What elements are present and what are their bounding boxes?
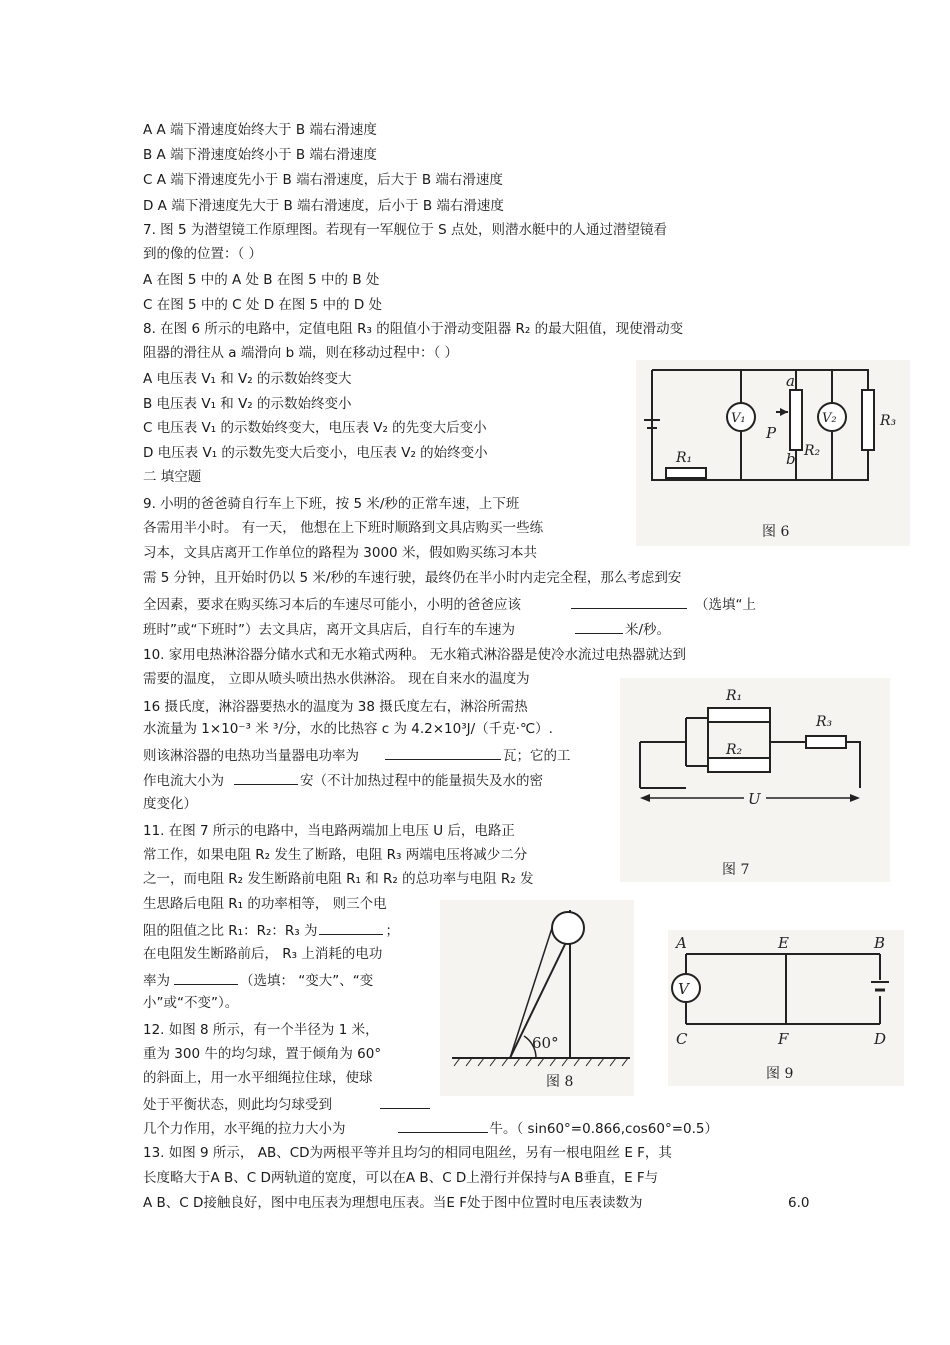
resistor-r3 (862, 390, 874, 450)
label-r1: R₁ (726, 688, 743, 704)
question-11-line-2: 常工作，如果电阻 R₂ 发生了断路，电阻 R₃ 两端电压将减少二分 (143, 847, 528, 863)
question-10-line-6: 作电流大小为 安（不计加热过程中的能量损失及水的密 (143, 770, 543, 790)
figure-8-caption: 图 8 (546, 1074, 574, 1090)
answer-blank[interactable] (575, 619, 623, 634)
question-9-line-6: 班时”或“下班时”）去文具店，离开文具店后，自行车的车速为 米/秒。 (143, 619, 670, 639)
question-11-line-3: 之一，而电阻 R₂ 发生断路前电阻 R₁ 和 R₂ 的总功率与电阻 R₂ 发 (143, 871, 534, 887)
answer-blank[interactable] (571, 594, 687, 609)
label-e: E (778, 934, 789, 952)
label-a: a (786, 372, 795, 390)
option-b-q6: B A 端下滑速度始终小于 B 端右滑速度 (143, 147, 377, 163)
question-10-line-1: 10. 家用电热淋浴器分储水式和无水箱式两种。 无水箱式淋浴器是使冷水流过电热器就达到 (143, 647, 687, 663)
question-13-reading: 6.0 (788, 1195, 810, 1211)
question-10-line-2: 需要的温度， 立即从喷头喷出热水供淋浴。 现在自来水的温度为 (143, 671, 530, 687)
resistor-r3 (806, 736, 846, 748)
figure-7-caption: 图 7 (722, 862, 750, 878)
label-b: B (874, 934, 886, 952)
label-r3: R₃ (816, 714, 833, 730)
question-7-options-ab: A 在图 5 中的 A 处 B 在图 5 中的 B 处 (143, 272, 380, 288)
question-11-line-1: 11. 在图 7 所示的电路中，当电路两端加上电压 U 后，电路正 (143, 823, 515, 839)
option-d-q6: D A 端下滑速度先大于 B 端右滑速度，后小于 B 端右滑速度 (143, 198, 504, 214)
resistor-r2 (708, 758, 770, 772)
question-12-line-4: 处于平衡状态，则此均匀球受到 (143, 1094, 430, 1114)
question-8-option-b: B 电压表 V₁ 和 V₂ 的示数始终变小 (143, 396, 352, 412)
label-c: C (676, 1030, 688, 1048)
question-8-option-a: A 电压表 V₁ 和 V₂ 的示数始终变大 (143, 371, 352, 387)
answer-blank[interactable] (385, 745, 501, 760)
question-9-line-5: 全因素，要求在购买练习本后的车速尽可能小，小明的爸爸应该 （选填“上 (143, 594, 756, 614)
label-v1: V₁ (731, 411, 746, 426)
option-c-q6: C A 端下滑速度先小于 B 端右滑速度，后大于 B 端右滑速度 (143, 172, 503, 188)
label-a: A (676, 934, 687, 952)
question-10-line-4: 水流量为 1×10⁻³ 米 ³/分，水的比热容 c 为 4.2×10³J/（千克·℃）. (143, 721, 553, 737)
question-10-line-3: 16 摄氏度，淋浴器要热水的温度为 38 摄氏度左右，淋浴所需热 (143, 699, 528, 715)
question-11-line-7: 率为 （选填： “变大”、“变 (143, 970, 373, 990)
question-12-line-3: 的斜面上，用一水平细绳拉住球，使球 (143, 1070, 373, 1086)
question-9-line-2: 各需用半小时。 有一天， 他想在上下班时顺路到文具店购买一些练 (143, 520, 544, 536)
figure-6-circuit (636, 360, 910, 546)
question-8-option-c: C 电压表 V₁ 的示数始终变大，电压表 V₂ 的先变大后变小 (143, 420, 487, 436)
question-10-line-5: 则该淋浴器的电热功当量器电功率为 瓦；它的工 (143, 745, 571, 765)
rheostat-r2 (790, 390, 802, 450)
label-b: b (786, 450, 796, 468)
answer-blank[interactable] (234, 770, 298, 785)
question-13-line-3: A B、C D接触良好，图中电压表为理想电压表。当E F处于图中位置时电压表读数为 (143, 1195, 643, 1211)
question-9-line-3: 习本，文具店离开工作单位的路程为 3000 米，假如购买练习本共 (143, 545, 537, 561)
label-p: P (766, 424, 777, 442)
question-7-line-1: 7. 图 5 为潜望镜工作原理图。若现有一军舰位于 S 点处，则潜水艇中的人通过潜望镜看 (143, 222, 667, 238)
resistor-r1 (708, 708, 770, 722)
question-11-line-5: 阻的阻值之比 R₁：R₂：R₃ 为 ； (143, 920, 399, 940)
label-r1: R₁ (676, 450, 693, 466)
question-12-line-5: 几个力作用，水平绳的拉力大小为 牛。（ sin60°=0.866,cos60°=0.5） (143, 1118, 718, 1138)
answer-blank[interactable] (380, 1094, 430, 1109)
question-11-line-6: 在电阻发生断路前后， R₃ 上消耗的电功 (143, 946, 383, 962)
angle-label: 60° (532, 1034, 559, 1052)
figure-9-circuit (668, 930, 904, 1086)
figure-6-caption: 图 6 (762, 524, 790, 540)
question-11-line-4: 生思路后电阻 R₁ 的功率相等， 则三个电 (143, 896, 387, 912)
figure-8-incline (440, 900, 634, 1096)
answer-blank[interactable] (319, 920, 383, 935)
label-v: V (678, 980, 689, 998)
figure-9-caption: 图 9 (766, 1066, 794, 1082)
label-v2: V₂ (822, 411, 837, 426)
question-7-options-cd: C 在图 5 中的 C 处 D 在图 5 中的 D 处 (143, 297, 383, 313)
option-a-q6: A A 端下滑速度始终大于 B 端右滑速度 (143, 122, 377, 138)
label-r3: R₃ (880, 413, 897, 429)
label-u: U (748, 790, 761, 808)
question-8-option-d: D 电压表 V₁ 的示数先变大后变小，电压表 V₂ 的始终变小 (143, 445, 488, 461)
question-7-line-2: 到的像的位置：（ ） (143, 246, 263, 262)
question-12-line-2: 重为 300 牛的均匀球，置于倾角为 60° (143, 1046, 382, 1062)
question-12-line-1: 12. 如图 8 所示，有一个半径为 1 米， (143, 1022, 379, 1038)
label-f: F (778, 1030, 789, 1048)
answer-blank[interactable] (174, 970, 238, 985)
figure-7-circuit (620, 678, 890, 882)
answer-blank[interactable] (398, 1118, 488, 1133)
question-13-line-1: 13. 如图 9 所示， AB、CD为两根平等并且均匀的相同电阻丝，另有一根电阻丝 E F，其 (143, 1145, 672, 1161)
question-8-line-2: 阻器的滑往从 a 端滑向 b 端，则在移动过程中：（ ） (143, 345, 459, 361)
question-10-line-7: 度变化） (143, 796, 197, 812)
question-9-line-1: 9. 小明的爸爸骑自行车上下班，按 5 米/秒的正常车速，上下班 (143, 496, 520, 512)
resistor-r1 (666, 468, 706, 478)
label-d: D (874, 1030, 887, 1048)
question-9-line-4: 需 5 分钟，且开始时仍以 5 米/秒的车速行驶，最终仍在半小时内走完全程，那么考虑到安 (143, 570, 682, 586)
question-8-line-1: 8. 在图 6 所示的电路中，定值电阻 R₃ 的阻值小于滑动变阻器 R₂ 的最大阻值，现使滑动变 (143, 321, 684, 337)
question-13-line-2: 长度略大于A B、C D两轨道的宽度，可以在A B、C D上滑行并保持与A B垂直，E F与 (143, 1170, 659, 1186)
label-r2: R₂ (804, 443, 821, 459)
label-r2: R₂ (726, 742, 743, 758)
question-11-line-8: 小”或“不变”）。 (143, 995, 239, 1011)
slider-arrow (780, 408, 788, 416)
section-heading-fill-in: 二 填空题 (143, 469, 202, 485)
